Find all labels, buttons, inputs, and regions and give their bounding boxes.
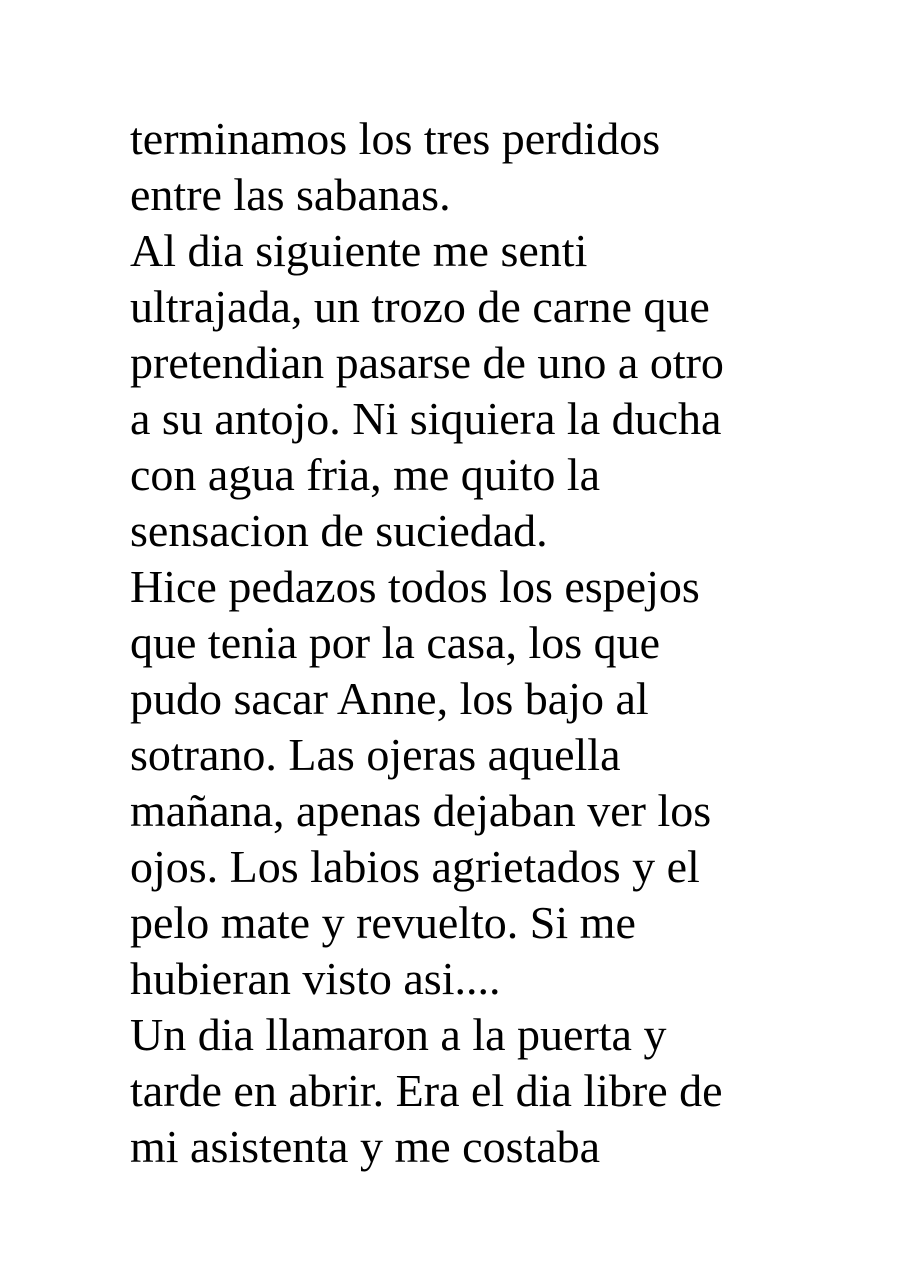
text-line: mi asistenta y me costaba [130, 1121, 601, 1172]
text-line: sensacion de suciedad. [130, 505, 548, 556]
text-line: tarde en abrir. Era el dia libre de [130, 1065, 723, 1116]
text-line: ojos. Los labios agrietados y el [130, 841, 700, 892]
text-line: hubieran visto asi.... [130, 953, 501, 1004]
text-line: ultrajada, un trozo de carne que [130, 281, 710, 332]
text-line: Hice pedazos todos los espejos [130, 561, 700, 612]
text-line: pelo mate y revuelto. Si me [130, 897, 636, 948]
text-line: que tenia por la casa, los que [130, 617, 661, 668]
text-line: terminamos los tres perdidos [130, 113, 661, 164]
text-line: Un dia llamaron a la puerta y [130, 1009, 667, 1060]
body-text [130, 111, 850, 1175]
text-line: mañana, apenas dejaban ver los [130, 785, 712, 836]
text-line: Al dia siguiente me senti [130, 225, 588, 276]
text-line: pretendian pasarse de uno a otro [130, 337, 724, 388]
text-line: sotrano. Las ojeras aquella [130, 729, 621, 780]
text-line: a su antojo. Ni siquiera la ducha [130, 393, 722, 444]
text-line: entre las sabanas. [130, 169, 451, 220]
text-line: pudo sacar Anne, los bajo al [130, 673, 649, 724]
text-line: con agua fria, me quito la [130, 449, 601, 500]
